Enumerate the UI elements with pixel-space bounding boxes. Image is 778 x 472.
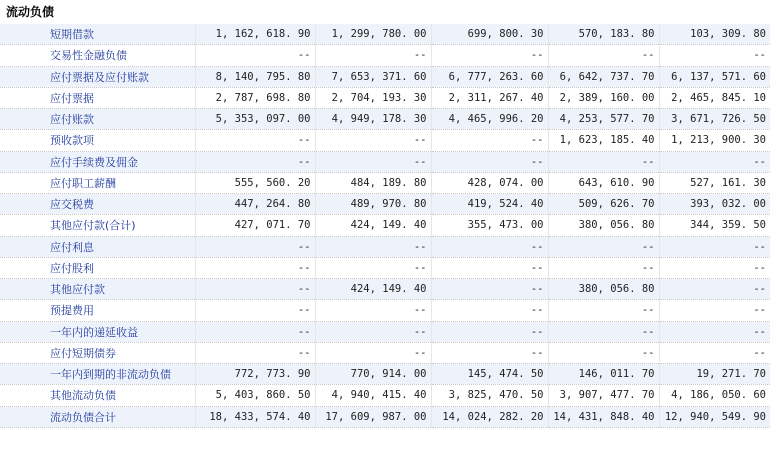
value-cell: 427, 071. 70	[195, 215, 315, 236]
table-row	[0, 24, 770, 45]
table-row	[0, 215, 770, 236]
table-row	[0, 194, 770, 215]
value-cell: --	[548, 257, 659, 278]
value-cell: 1, 299, 780. 00	[315, 24, 431, 45]
table-row	[0, 321, 770, 342]
value-cell: 18, 433, 574. 40	[195, 406, 315, 427]
value-cell: --	[431, 342, 548, 363]
value-cell: --	[431, 300, 548, 321]
value-cell: 555, 560. 20	[195, 172, 315, 193]
value-cell: --	[431, 257, 548, 278]
row-label[interactable]: 其他应付款	[0, 279, 195, 300]
value-cell: 2, 787, 698. 80	[195, 87, 315, 108]
value-cell: --	[195, 236, 315, 257]
value-cell: --	[548, 45, 659, 66]
row-label[interactable]: 其他流动负债	[0, 385, 195, 406]
value-cell: 447, 264. 80	[195, 194, 315, 215]
value-cell: 14, 431, 848. 40	[548, 406, 659, 427]
value-cell: 6, 137, 571. 60	[659, 66, 770, 87]
value-cell: --	[659, 45, 770, 66]
row-label[interactable]: 一年内的递延收益	[0, 321, 195, 342]
table-row	[0, 172, 770, 193]
value-cell: --	[548, 300, 659, 321]
value-cell: 1, 213, 900. 30	[659, 130, 770, 151]
row-label[interactable]: 应付账款	[0, 109, 195, 130]
value-cell: 14, 024, 282. 20	[431, 406, 548, 427]
value-cell: 380, 056. 80	[548, 279, 659, 300]
row-label[interactable]: 一年内到期的非流动负债	[0, 364, 195, 385]
value-cell: --	[195, 257, 315, 278]
value-cell: --	[431, 236, 548, 257]
value-cell: --	[548, 342, 659, 363]
row-label[interactable]: 预提费用	[0, 300, 195, 321]
row-label[interactable]: 流动负债合计	[0, 406, 195, 427]
table-row	[0, 45, 770, 66]
value-cell: 6, 777, 263. 60	[431, 66, 548, 87]
value-cell: 393, 032. 00	[659, 194, 770, 215]
table-row	[0, 130, 770, 151]
row-label[interactable]: 应付职工薪酬	[0, 172, 195, 193]
value-cell: 419, 524. 40	[431, 194, 548, 215]
value-cell: --	[659, 342, 770, 363]
value-cell: 484, 189. 80	[315, 172, 431, 193]
value-cell: 509, 626. 70	[548, 194, 659, 215]
value-cell: --	[431, 279, 548, 300]
value-cell: 380, 056. 80	[548, 215, 659, 236]
value-cell: --	[431, 321, 548, 342]
value-cell: --	[548, 321, 659, 342]
row-label[interactable]: 应交税费	[0, 194, 195, 215]
value-cell: 489, 970. 80	[315, 194, 431, 215]
value-cell: 424, 149. 40	[315, 215, 431, 236]
value-cell: 424, 149. 40	[315, 279, 431, 300]
value-cell: --	[315, 300, 431, 321]
value-cell: --	[195, 279, 315, 300]
table-row	[0, 279, 770, 300]
value-cell: 3, 825, 470. 50	[431, 385, 548, 406]
table-row	[0, 385, 770, 406]
value-cell: --	[659, 279, 770, 300]
value-cell: --	[431, 151, 548, 172]
value-cell: --	[195, 45, 315, 66]
value-cell: 1, 162, 618. 90	[195, 24, 315, 45]
value-cell: 145, 474. 50	[431, 364, 548, 385]
value-cell: --	[315, 236, 431, 257]
value-cell: 3, 907, 477. 70	[548, 385, 659, 406]
row-label[interactable]: 应付票据	[0, 87, 195, 108]
row-label[interactable]: 应付短期债券	[0, 342, 195, 363]
value-cell: 4, 186, 050. 60	[659, 385, 770, 406]
value-cell: --	[659, 321, 770, 342]
table-row	[0, 406, 770, 427]
value-cell: 146, 011. 70	[548, 364, 659, 385]
value-cell: 8, 140, 795. 80	[195, 66, 315, 87]
value-cell: 5, 403, 860. 50	[195, 385, 315, 406]
table-row	[0, 109, 770, 130]
value-cell: 19, 271. 70	[659, 364, 770, 385]
value-cell: 4, 253, 577. 70	[548, 109, 659, 130]
table-row	[0, 87, 770, 108]
value-cell: 4, 949, 178. 30	[315, 109, 431, 130]
value-cell: --	[315, 151, 431, 172]
value-cell: --	[659, 151, 770, 172]
table-row	[0, 364, 770, 385]
row-label[interactable]: 预收款项	[0, 130, 195, 151]
value-cell: 2, 389, 160. 00	[548, 87, 659, 108]
value-cell: --	[315, 321, 431, 342]
value-cell: --	[195, 321, 315, 342]
table-row	[0, 151, 770, 172]
value-cell: --	[315, 257, 431, 278]
table-row	[0, 300, 770, 321]
value-cell: 12, 940, 549. 90	[659, 406, 770, 427]
value-cell: --	[659, 300, 770, 321]
value-cell: 17, 609, 987. 00	[315, 406, 431, 427]
row-label[interactable]: 应付利息	[0, 236, 195, 257]
value-cell: 699, 800. 30	[431, 24, 548, 45]
value-cell: --	[195, 130, 315, 151]
value-cell: --	[431, 45, 548, 66]
table-row	[0, 257, 770, 278]
value-cell: 7, 653, 371. 60	[315, 66, 431, 87]
row-label[interactable]: 应付票据及应付账款	[0, 66, 195, 87]
liabilities-table	[0, 24, 770, 428]
value-cell: --	[659, 257, 770, 278]
value-cell: --	[195, 342, 315, 363]
value-cell: --	[548, 151, 659, 172]
value-cell: 2, 704, 193. 30	[315, 87, 431, 108]
table-row	[0, 236, 770, 257]
value-cell: 2, 465, 845. 10	[659, 87, 770, 108]
row-label[interactable]: 应付手续费及佣金	[0, 151, 195, 172]
value-cell: 643, 610. 90	[548, 172, 659, 193]
value-cell: 344, 359. 50	[659, 215, 770, 236]
value-cell: 4, 465, 996. 20	[431, 109, 548, 130]
value-cell: --	[659, 236, 770, 257]
value-cell: 772, 773. 90	[195, 364, 315, 385]
value-cell: 428, 074. 00	[431, 172, 548, 193]
value-cell: 6, 642, 737. 70	[548, 66, 659, 87]
value-cell: 770, 914. 00	[315, 364, 431, 385]
table-row	[0, 342, 770, 363]
value-cell: 527, 161. 30	[659, 172, 770, 193]
value-cell: --	[431, 130, 548, 151]
value-cell: 4, 940, 415. 40	[315, 385, 431, 406]
value-cell: 103, 309. 80	[659, 24, 770, 45]
value-cell: 1, 623, 185. 40	[548, 130, 659, 151]
row-label[interactable]: 应付股利	[0, 257, 195, 278]
value-cell: --	[195, 151, 315, 172]
row-label[interactable]: 短期借款	[0, 24, 195, 45]
value-cell: --	[315, 130, 431, 151]
value-cell: 5, 353, 097. 00	[195, 109, 315, 130]
row-label[interactable]: 交易性金融负债	[0, 45, 195, 66]
value-cell: 2, 311, 267. 40	[431, 87, 548, 108]
row-label[interactable]: 其他应付款(合计)	[0, 215, 195, 236]
value-cell: --	[195, 300, 315, 321]
value-cell: 355, 473. 00	[431, 215, 548, 236]
value-cell: --	[548, 236, 659, 257]
value-cell: 570, 183. 80	[548, 24, 659, 45]
value-cell: --	[315, 342, 431, 363]
value-cell: --	[315, 45, 431, 66]
table-row	[0, 66, 770, 87]
value-cell: 3, 671, 726. 50	[659, 109, 770, 130]
section-title: 流动负债	[6, 5, 55, 19]
